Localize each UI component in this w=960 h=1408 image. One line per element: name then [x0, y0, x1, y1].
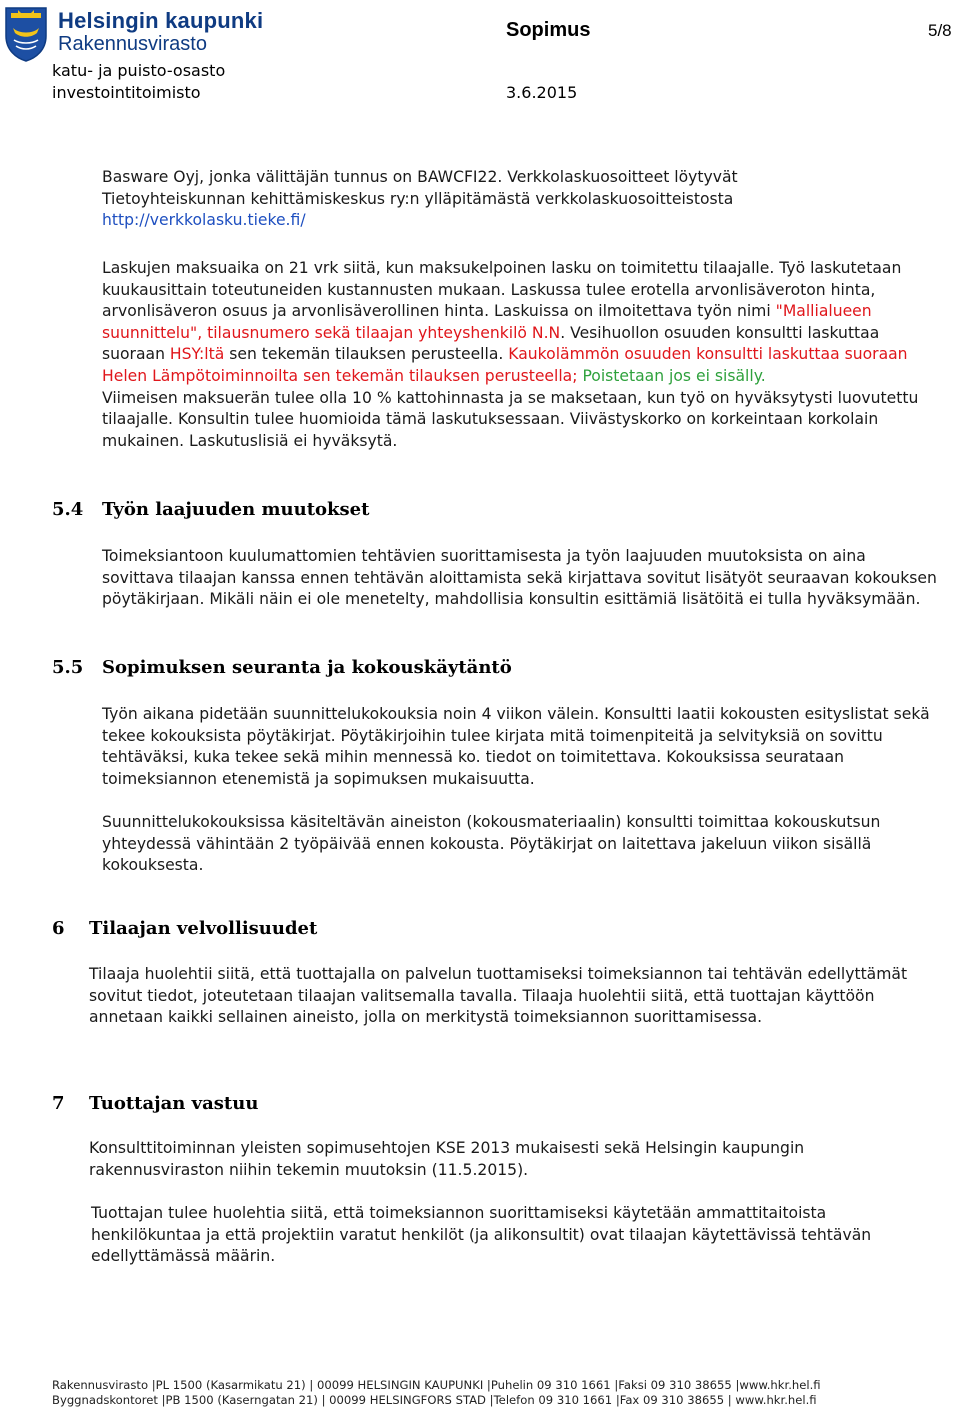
document-title: Sopimus [506, 19, 591, 41]
organization-unit: Rakennusvirasto [58, 33, 207, 55]
hsy-text: HSY:ltä [169, 345, 225, 364]
section-5-5-body-2: Suunnittelukokouksissa käsiteltävän aineiston (kokousmateriaalin) konsultti toimittaa kokouskutsun yhteydessä vähintään 2 työpäivää ennen kokousta. Pöytäkirjat on laitettava jakeluun viikon sisällä kokouksesta. [102, 813, 881, 875]
intro-line: Tietoyhteiskunnan kehittämiskeskus ry:n ylläpitämästä verkkolaskuosoitteistosta [102, 189, 734, 208]
section-title: Sopimuksen seuranta ja kokouskäytäntö [102, 657, 512, 678]
section-7-body-2: Tuottajan tulee huolehtia siitä, että toimeksiannon suorittamiseksi käytetään ammattitaitoista henkilökuntaa ja että projektiin varatut henkilöt (ja alikonsultit) ovat tilaajan käytettävissä tehtävän edellyttämässä määrin. [91, 1204, 872, 1266]
section-6-body: Tilaaja huolehtii siitä, että tuottajalla on palvelun tuottamiseksi toimeksiannon tai tehtävän edellyttämät sovitut tiedot, joteutetaan tilaajan valitsemalla tavalla. Tilaaja huolehtii siitä, että tuottajan käyttöön annetaan kaikki sellainen aineisto, jolla on merkitystä toimeksiannon suorittamisessa. [89, 965, 908, 1027]
section-heading-5-4 [52, 499, 369, 520]
section-heading-6 [52, 918, 317, 939]
section-number: 7 [52, 1093, 65, 1114]
removal-note: Poistetaan jos ei sisälly. [582, 366, 766, 385]
section-number: 6 [52, 918, 65, 939]
footer-finnish-contact: Rakennusvirasto |PL 1500 (Kasarmikatu 21) | 00099 HELSINGIN KAUPUNKI |Puhelin 09 310 1661 |Faksi 09 310 38655 |www.hkr.hel.fi [52, 1378, 821, 1392]
section-5-4-body: Toimeksiantoon kuulumattomien tehtävien suorittamisesta ja työn laajuuden muutoksista on aina sovittava tilaajan kanssa ennen tehtävän aloittamista sekä kirjattava sovitut lisätyöt seuraavan kokouksen pöytäkirjaan. Mikäli näin ei ole menetelty, mahdollisia konsultin esittämiä lisätöitä ei tulla hyväksymään. [102, 547, 937, 609]
section-heading-5-5 [52, 657, 512, 678]
payment-text: . Vesihuollon osuuden konsultti laskuttaa suoraan [102, 323, 880, 364]
section-title: Työn laajuuden muutokset [102, 499, 370, 520]
department-name: katu- ja puisto-osasto [52, 61, 226, 80]
page-number: 5/8 [928, 21, 952, 40]
intro-paragraph [102, 167, 902, 232]
invoice-reference-text: "Mallialueen suunnittelu", tilausnumero sekä tilaajan yhteyshenkilö N.N [102, 302, 872, 342]
district-heating-text: Kaukolämmön osuuden konsultti laskuttaa suoraan Helen Lämpötoiminnoilta sen tekemän tilauksen perusteella; [102, 345, 908, 385]
office-name: investointitoimisto [52, 83, 201, 102]
verkkolasku-link[interactable]: http://verkkolasku.tieke.fi/ [102, 211, 306, 230]
section-5-5-body-1: Työn aikana pidetään suunnittelukokouksia noin 4 viikon välein. Konsultti laatii kokousten esityslistat sekä tekee kokouksista pöytäkirjat. Pöytäkirjoihin tulee kirjata mitä toimenpiteitä ja selvityksiä on sovittu tehtäväksi, kuka tekee sekä mihin mennessä ko. tiedot on toimitettava. Kokouksissa seurataan toimeksiannon etenemistä ja sopimuksen mukaisuutta. [102, 705, 930, 788]
helsinki-coat-of-arms-icon [4, 6, 48, 62]
payment-paragraph [102, 258, 937, 452]
section-title: Tuottajan vastuu [89, 1093, 259, 1114]
document-date: 3.6.2015 [506, 83, 578, 102]
intro-line: Basware Oyj, jonka välittäjän tunnus on BAWCFI22. Verkkolaskuosoitteet löytyvät [102, 168, 738, 186]
payment-text: Laskujen maksuaika on 21 vrk siitä, kun maksukelpoinen lasku on toimitettu tilaajalle. Työ laskutetaan kuukausittain toteutuneiden kustannusten mukaan. Laskussa tulee erotella arvonlisäveroton hinta, arvonlisäveron osuus ja arvonlisäverollinen hinta. Laskuissa on ilmoitettava työn nimi [102, 259, 902, 321]
section-heading-7 [52, 1093, 258, 1114]
section-7-body-1: Konsulttitoiminnan yleisten sopimusehtojen KSE 2013 mukaisesti sekä Helsingin kaupungin rakennusviraston niihin tekemin muutoksin (11.5.2015). [89, 1139, 805, 1179]
payment-final-text: Viimeisen maksuerän tulee olla 10 % kattohinnasta ja se maksetaan, kun työ on hyväksytysti luovutettu tilaajalle. Konsultin tulee huomioida tämä laskutuksessaan. Viivästyskorko on korkeintaan korkolain mukainen. Laskutuslisiä ei hyväksytä. [102, 388, 919, 450]
organization-name: Helsingin kaupunki [58, 8, 264, 33]
payment-text: sen tekemän tilauksen perusteella. [224, 345, 509, 364]
section-number: 5.4 [52, 499, 84, 520]
section-title: Tilaajan velvollisuudet [89, 918, 318, 939]
footer-swedish-contact: Byggnadskontoret |PB 1500 (Kaserngatan 21) | 00099 HELSINGFORS STAD |Telefon 09 310 1661 |Fax 09 310 38655 | www.hkr.hel.fi [52, 1393, 817, 1407]
section-number: 5.5 [52, 657, 84, 678]
